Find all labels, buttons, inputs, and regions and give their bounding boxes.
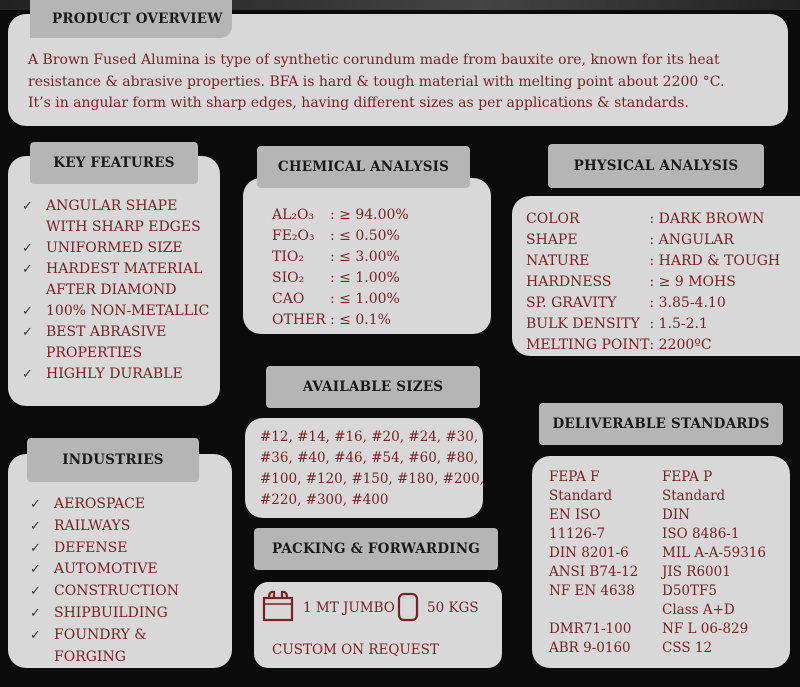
check-icon: ✓ xyxy=(30,627,41,643)
list-item-label-cont: WITH SHARP EDGES xyxy=(46,219,201,235)
table-row xyxy=(526,230,780,251)
sizes-line: #220, #300, #400 xyxy=(260,492,389,508)
available-sizes-list xyxy=(260,427,484,511)
table-row xyxy=(526,209,780,230)
list-item-label: BEST ABRASIVE xyxy=(46,324,167,340)
sizes-line: #36, #40, #46, #54, #60, #80, xyxy=(260,450,479,466)
check-icon: ✓ xyxy=(22,304,33,319)
property-name: HARDNESS xyxy=(526,274,612,290)
product-overview-title: PRODUCT OVERVIEW xyxy=(30,0,232,38)
list-item-label-cont: AFTER DIAMOND xyxy=(46,282,177,298)
packing-jumbo-label: 1 MT JUMBO xyxy=(303,600,395,616)
list-item-label: RAILWAYS xyxy=(54,517,131,534)
standard-entry: D50TF5 xyxy=(662,583,717,599)
check-icon: ✓ xyxy=(30,540,41,556)
property-value: : DARK BROWN xyxy=(649,211,765,227)
property-value: : 1.5-2.1 xyxy=(649,316,708,332)
table-row xyxy=(526,314,780,335)
table-row xyxy=(272,310,409,331)
standard-entry: Class A+D xyxy=(662,602,735,618)
overview-line: resistance & abrasive properties. BFA is hard & tough material with melting point about 2200 °C. xyxy=(28,73,725,90)
standard-entry: ABR 9-0160 xyxy=(549,640,631,656)
list-item xyxy=(16,322,221,364)
product-overview-text xyxy=(28,50,788,115)
table-row xyxy=(526,251,780,272)
property-name: TIO₂ xyxy=(272,249,304,265)
property-value: : ≥ 9 MOHS xyxy=(649,274,736,290)
table-row xyxy=(272,268,409,289)
check-icon: ✓ xyxy=(30,605,41,621)
list-item xyxy=(16,196,221,238)
list-item-label-cont: FORGING xyxy=(54,648,126,665)
list-item-label: HARDEST MATERIAL xyxy=(46,261,203,277)
standard-entry: DIN xyxy=(662,507,690,523)
list-item-label: FOUNDRY & xyxy=(54,626,147,643)
property-name: SP. GRAVITY xyxy=(526,295,617,311)
property-value: : ≥ 94.00% xyxy=(330,207,409,223)
jumbo-bag-icon xyxy=(260,588,296,628)
list-item xyxy=(24,538,229,560)
standard-entry: Standard xyxy=(662,488,726,504)
table-row xyxy=(526,272,780,293)
list-item xyxy=(16,301,221,322)
property-value: : HARD & TOUGH xyxy=(649,253,781,269)
property-value: : ≤ 0.50% xyxy=(330,228,400,244)
list-item-label: CONSTRUCTION xyxy=(54,583,180,600)
property-value: : ≤ 3.00% xyxy=(330,249,400,265)
property-name: CAO xyxy=(272,291,305,307)
list-item-label: UNIFORMED SIZE xyxy=(46,240,183,256)
list-item xyxy=(24,516,229,538)
chemical-analysis-title: CHEMICAL ANALYSIS xyxy=(257,146,470,188)
bag-icon xyxy=(396,592,420,626)
property-name: SIO₂ xyxy=(272,270,305,286)
property-name: AL₂O₃ xyxy=(272,207,315,223)
list-item-label-cont: PROPERTIES xyxy=(46,345,143,361)
table-row xyxy=(272,205,409,226)
industries-title: INDUSTRIES xyxy=(27,438,199,482)
key-features-title: KEY FEATURES xyxy=(30,142,198,184)
property-value: : ≤ 0.1% xyxy=(330,312,391,328)
list-item xyxy=(24,494,229,516)
property-value: : ≤ 1.00% xyxy=(330,291,400,307)
list-item xyxy=(24,581,229,603)
list-item xyxy=(24,603,229,625)
standard-entry: ISO 8486-1 xyxy=(662,526,740,542)
standard-entry: JIS R6001 xyxy=(662,564,731,580)
table-row xyxy=(526,335,780,356)
physical-analysis-title: PHYSICAL ANALYSIS xyxy=(548,144,764,188)
physical-analysis-table xyxy=(526,209,780,356)
property-name: OTHER xyxy=(272,312,326,328)
check-icon: ✓ xyxy=(22,367,33,382)
standard-entry: CSS 12 xyxy=(662,640,713,656)
table-row xyxy=(272,247,409,268)
standard-entry: DIN 8201-6 xyxy=(549,545,629,561)
standard-entry: 11126-7 xyxy=(549,526,606,542)
standard-entry: EN ISO xyxy=(549,507,601,523)
table-row xyxy=(526,293,780,314)
check-icon: ✓ xyxy=(22,262,33,277)
standard-entry: Standard xyxy=(549,488,613,504)
available-sizes-title: AVAILABLE SIZES xyxy=(266,366,480,408)
list-item-label: DEFENSE xyxy=(54,539,128,556)
check-icon: ✓ xyxy=(30,518,41,534)
list-item xyxy=(24,625,229,669)
standard-entry: NF EN 4638 xyxy=(549,583,635,599)
check-icon: ✓ xyxy=(22,199,33,214)
property-name: SHAPE xyxy=(526,232,578,248)
property-value: : 3.85-4.10 xyxy=(649,295,726,311)
packing-custom-label: CUSTOM ON REQUEST xyxy=(272,642,439,658)
list-item-label: SHIPBUILDING xyxy=(54,604,168,621)
property-name: NATURE xyxy=(526,253,590,269)
chemical-analysis-table xyxy=(272,205,409,331)
sizes-line: #12, #14, #16, #20, #24, #30, xyxy=(260,429,479,445)
property-name: MELTING POINT xyxy=(526,337,650,353)
property-value: : ≤ 1.00% xyxy=(330,270,400,286)
standard-entry: DMR71-100 xyxy=(549,621,632,637)
standards-right-column xyxy=(662,468,766,658)
list-item-label: 100% NON-METALLIC xyxy=(46,303,210,319)
packing-kgs-label: 50 KGS xyxy=(427,600,479,616)
standard-entry: FEPA P xyxy=(662,469,713,485)
overview-line: A Brown Fused Alumina is type of synthetic corundum made from bauxite ore, known for its heat xyxy=(28,52,720,68)
standard-entry: FEPA F xyxy=(549,469,600,485)
list-item xyxy=(16,364,221,385)
list-item-label: HIGHLY DURABLE xyxy=(46,366,183,382)
property-name: BULK DENSITY xyxy=(526,316,640,332)
property-value: : 2200ºC xyxy=(649,337,712,353)
list-item-label: AUTOMOTIVE xyxy=(54,561,158,578)
property-value: : ANGULAR xyxy=(649,232,734,248)
check-icon: ✓ xyxy=(30,584,41,600)
standard-entry: ANSI B74-12 xyxy=(549,564,639,580)
check-icon: ✓ xyxy=(30,562,41,578)
table-row xyxy=(272,226,409,247)
list-item xyxy=(16,238,221,259)
sizes-line: #100, #120, #150, #180, #200, xyxy=(260,471,485,487)
industries-list xyxy=(24,494,229,668)
list-item-label: AEROSPACE xyxy=(54,496,146,512)
list-item xyxy=(24,559,229,581)
check-icon: ✓ xyxy=(22,241,33,256)
property-name: FE₂O₃ xyxy=(272,228,315,244)
key-features-list xyxy=(16,196,221,385)
standards-title: DELIVERABLE STANDARDS xyxy=(539,403,783,445)
list-item-label: ANGULAR SHAPE xyxy=(46,198,178,214)
check-icon: ✓ xyxy=(22,325,33,340)
list-item xyxy=(16,259,221,301)
packing-title: PACKING & FORWARDING xyxy=(254,528,498,570)
standards-left-column xyxy=(549,468,638,658)
overview-line: It’s in angular form with sharp edges, having different sizes as per applications & standards. xyxy=(28,95,689,111)
property-name: COLOR xyxy=(526,211,580,227)
check-icon: ✓ xyxy=(30,497,41,512)
standard-entry: MIL A-A-59316 xyxy=(662,545,766,561)
standard-entry: NF L 06-829 xyxy=(662,621,749,637)
standard-entry xyxy=(549,601,638,620)
table-row xyxy=(272,289,409,310)
